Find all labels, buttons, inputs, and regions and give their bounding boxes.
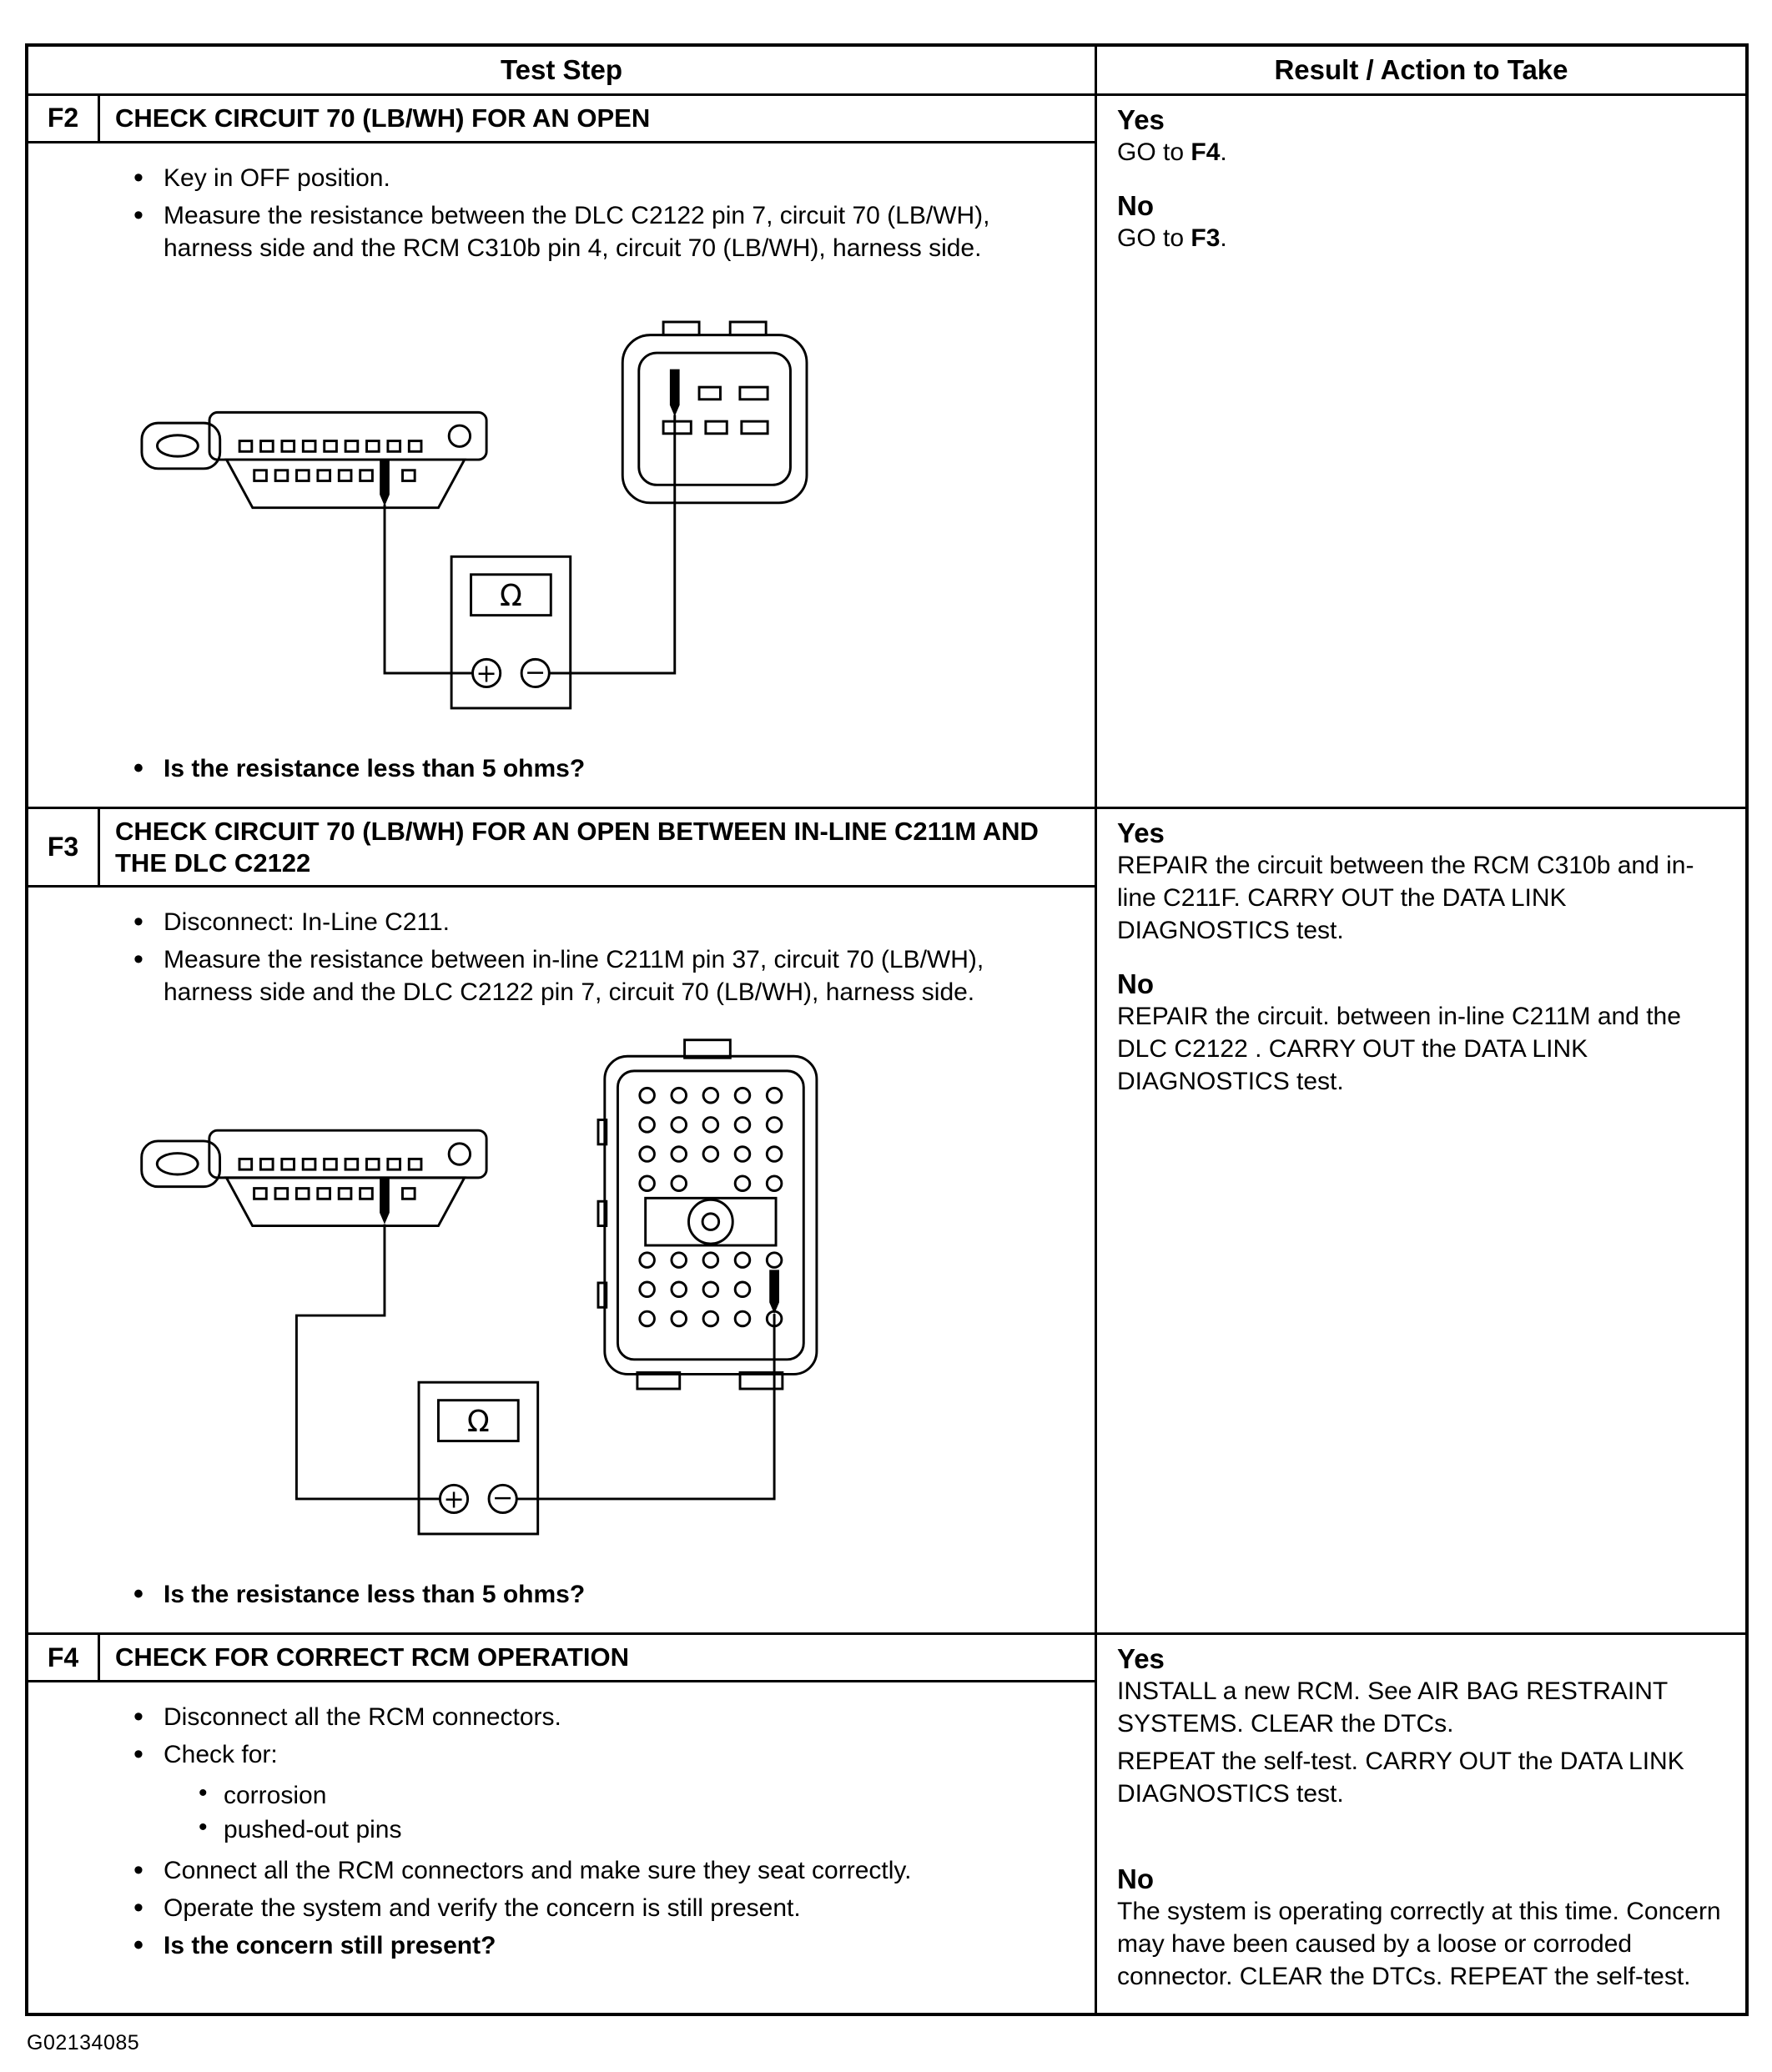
step-question: • Is the concern still present?: [127, 1929, 1075, 1962]
step-bullet: • Measure the resistance between in-line C211M pin 37, circuit 70 (LB/WH), harness side and the DLC C2122 pin 7, circuit 70 (LB/WH), harness side.: [127, 943, 1075, 1008]
result-cell-f2: [1095, 96, 1745, 807]
rcm-connector: [622, 322, 807, 503]
action-text: INSTALL a new RCM. See AIR BAG RESTRAINT SYSTEMS. CLEAR the DTCs.: [1117, 1677, 1668, 1738]
test-lead-negative: [549, 415, 674, 673]
test-probe-icon: [670, 369, 680, 416]
action-target-step: F4: [1191, 138, 1221, 166]
step-question-list: [62, 1578, 1075, 1611]
step-bullet: • Key in OFF position.: [127, 162, 1075, 194]
step-question-list: [62, 752, 1075, 785]
action-text: GO to: [1117, 224, 1191, 252]
step-id: F2: [28, 96, 100, 141]
pinpoint-test-table: [25, 43, 1749, 2016]
dlc-connector: [142, 412, 486, 507]
test-step-cell-f4: [28, 1635, 1095, 2013]
result-action: [1117, 222, 1727, 254]
figure-id: G02134085: [27, 2031, 140, 2055]
column-header-result: Result / Action to Take: [1095, 47, 1745, 93]
step-bullet-list: [62, 906, 1075, 1008]
table-row: [28, 807, 1745, 1633]
test-probe-icon: [769, 1270, 779, 1315]
table-row: [28, 1632, 1745, 2013]
f2-wiring-diagram: [123, 286, 858, 742]
step-sub-bullet: • pushed-out pins: [195, 1813, 1075, 1846]
table-row: [28, 93, 1745, 807]
step-title-band: [28, 809, 1095, 888]
result-verdict: Yes: [1117, 1643, 1165, 1675]
ohmmeter: [419, 1383, 538, 1535]
plus-terminal-label: +: [476, 659, 497, 689]
action-text: .: [1220, 224, 1227, 252]
table-header-row: [28, 47, 1745, 93]
column-header-test-step: Test Step: [500, 54, 623, 85]
step-id: F3: [28, 809, 100, 886]
test-step-cell-f3: [28, 809, 1095, 1633]
step-title-band: [28, 1635, 1095, 1682]
step-bullet-list: [62, 1854, 1075, 1962]
result-action: [1117, 1895, 1727, 1993]
plus-terminal-label: +: [443, 1486, 465, 1516]
minus-terminal-label: −: [525, 657, 546, 687]
action-text: .: [1220, 138, 1227, 166]
step-question: • Is the resistance less than 5 ohms?: [127, 752, 1075, 785]
action-text: REPAIR the circuit between the RCM C310b and in-line C211F. CARRY OUT the DATA LINK DIAGNOSTICS test.: [1117, 851, 1694, 944]
step-bullet: • Measure the resistance between the DLC C2122 pin 7, circuit 70 (LB/WH), harness side and the RCM C310b pin 4, circuit 70 (LB/WH), harness side.: [127, 199, 1075, 264]
inline-connector: [598, 1040, 817, 1389]
step-sub-bullet-list: [62, 1779, 1075, 1846]
action-target-step: F3: [1191, 224, 1221, 252]
step-sub-bullet: • corrosion: [195, 1779, 1075, 1812]
result-action: [1117, 1000, 1727, 1098]
result-verdict: Yes: [1117, 104, 1165, 135]
result-verdict: No: [1117, 190, 1155, 221]
step-body: [28, 888, 1095, 1632]
step-bullet: • Disconnect: In-Line C211.: [127, 906, 1075, 938]
test-probe-icon: [380, 460, 390, 506]
step-bullet: • Disconnect all the RCM connectors.: [127, 1701, 1075, 1733]
test-probe-icon: [380, 1179, 390, 1225]
result-action: [1117, 136, 1727, 168]
step-id: F4: [28, 1635, 100, 1680]
step-title-band: [28, 96, 1095, 143]
ohm-symbol: Ω: [466, 1405, 490, 1440]
result-verdict: No: [1117, 1863, 1155, 1895]
dlc-connector: [142, 1131, 486, 1226]
step-bullet: • Connect all the RCM connectors and make sure they seat correctly.: [127, 1854, 1075, 1887]
test-lead-negative: [516, 1315, 774, 1500]
action-text: REPEAT the self-test. CARRY OUT the DATA LINK DIAGNOSTICS test.: [1117, 1748, 1684, 1808]
f3-wiring-diagram: [123, 1030, 858, 1568]
action-text: The system is operating correctly at this time. Concern may have been caused by a loose or corroded connector. CLEAR the DTCs. REPEAT the self-test.: [1117, 1898, 1721, 1991]
test-lead-positive: [385, 505, 472, 673]
result-verdict: No: [1117, 968, 1155, 999]
result-action: [1117, 849, 1727, 947]
result-action: [1117, 1675, 1727, 1810]
ohmmeter: [451, 556, 571, 708]
action-text: GO to: [1117, 138, 1191, 166]
step-body: [28, 143, 1095, 807]
ohm-symbol: Ω: [499, 578, 522, 613]
action-text: REPAIR the circuit. between in-line C211M and the DLC C2122 . CARRY OUT the DATA LINK DIAGNOSTICS test.: [1117, 1002, 1681, 1095]
result-verdict: Yes: [1117, 817, 1165, 848]
result-cell-f3: [1095, 809, 1745, 1633]
step-title: CHECK CIRCUIT 70 (LB/WH) FOR AN OPEN BETWEEN IN-LINE C211M AND THE DLC C2122: [115, 816, 1039, 878]
step-bullet: • Operate the system and verify the concern is still present.: [127, 1892, 1075, 1924]
step-body: [28, 1682, 1095, 1984]
step-title: CHECK CIRCUIT 70 (LB/WH) FOR AN OPEN: [115, 103, 651, 133]
step-bullet-list: [62, 162, 1075, 264]
test-step-cell-f2: [28, 96, 1095, 807]
step-bullet-list: [62, 1701, 1075, 1771]
step-title: CHECK FOR CORRECT RCM OPERATION: [115, 1642, 629, 1672]
step-bullet: • Check for:: [127, 1738, 1075, 1771]
result-cell-f4: [1095, 1635, 1745, 2013]
step-question: • Is the resistance less than 5 ohms?: [127, 1578, 1075, 1611]
minus-terminal-label: −: [491, 1484, 514, 1514]
